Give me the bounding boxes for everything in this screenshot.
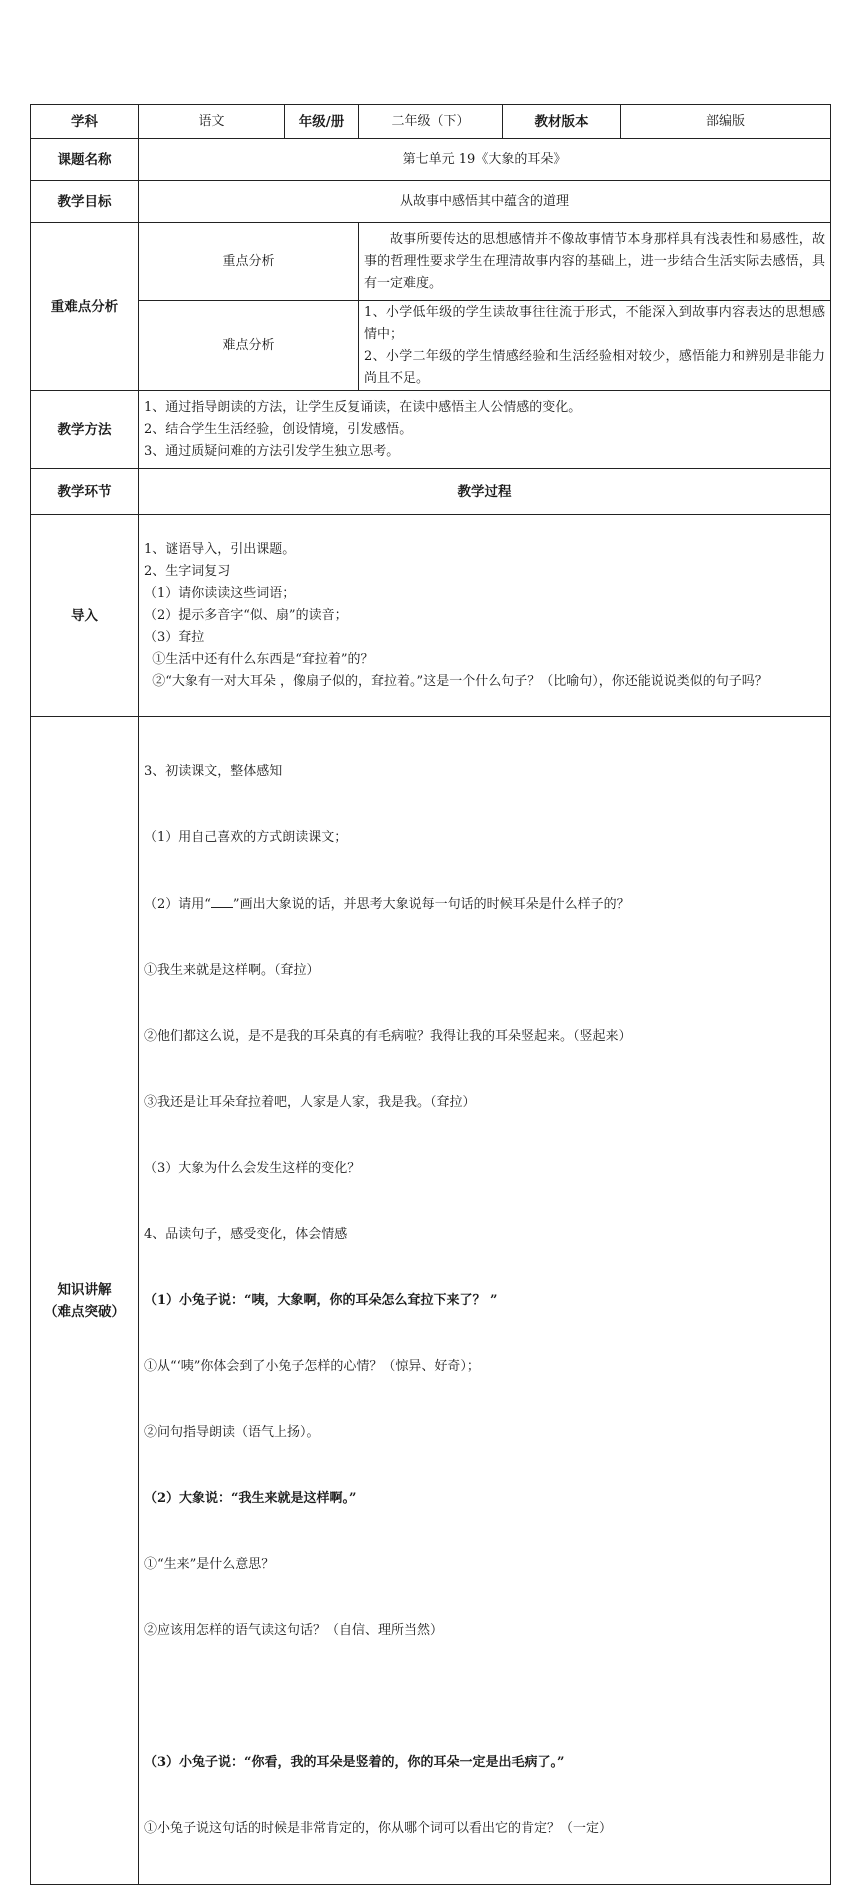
knowledge-line-3: （2）请用“ ”画出大象说的话，并思考大象说每一句话的时候耳朵是什么样子的？	[144, 893, 825, 916]
knowledge-line-14: ②应该用怎样的语气读这句话？（自信、理所当然）	[144, 1623, 444, 1638]
lesson-name-value: 第七单元 19《大象的耳朵》	[139, 139, 831, 181]
intro-line-4: （2）提示多音字“似、扇”的读音；	[144, 607, 348, 623]
method-line-1: 1、通过指导朗读的方法，让学生反复诵读，在读中感悟主人公情感的变化。	[144, 399, 582, 415]
key-analysis-text: 故事所要传达的思想感情并不像故事情节本身那样具有浅表性和易感性，故事的哲理性要求学生在理清故事内容的基础上，进一步结合生活实际去感悟，具有一定难度。	[364, 231, 825, 291]
process-title: 教学过程	[139, 469, 831, 515]
method-line-3: 3、通过质疑问难的方法引发学生独立思考。	[144, 443, 400, 459]
knowledge-label: 知识讲解	[57, 1281, 112, 1298]
key-analysis-row	[31, 223, 831, 301]
knowledge-line-15: （3）小兔子说：“你看，我的耳朵是竖着的，你的耳朵一定是出毛病了。”	[144, 1755, 565, 1770]
intro-line-1: 1、谜语导入，引出课题。	[144, 541, 296, 557]
difficulty-label: 重难点分析	[31, 223, 139, 391]
lesson-plan-table	[30, 104, 831, 1885]
knowledge-line-13: ①“生来”是什么意思？	[144, 1557, 275, 1572]
knowledge-line-8: 4、品读句子，感受变化，体会情感	[144, 1227, 348, 1242]
underline-blank	[211, 893, 233, 908]
knowledge-row	[31, 717, 831, 1885]
intro-line-3: （1）请你读读这些词语；	[144, 585, 296, 601]
knowledge-line-11: ②问句指导朗读（语气上扬）。	[144, 1425, 320, 1440]
intro-label: 导入	[31, 515, 139, 717]
edition-label: 教材版本	[503, 105, 621, 139]
knowledge-sublabel: （难点突破）	[44, 1303, 125, 1320]
knowledge-line-2: （1）用自己喜欢的方式朗读课文；	[144, 830, 348, 845]
knowledge-line-12: （2）大象说：“我生来就是这样啊。”	[144, 1491, 357, 1506]
method-label: 教学方法	[31, 391, 139, 469]
lesson-name-label: 课题名称	[31, 139, 139, 181]
hard-analysis-row	[31, 301, 831, 391]
knowledge-line-5: ②他们都这么说，是不是我的耳朵真的有毛病啦？我得让我的耳朵竖起来。（竖起来）	[144, 1029, 632, 1044]
key-analysis-label: 重点分析	[139, 223, 359, 301]
knowledge-line-6: ③我还是让耳朵耷拉着吧，人家是人家，我是我。（耷拉）	[144, 1095, 476, 1110]
goal-label: 教学目标	[31, 181, 139, 223]
method-line-2: 2、结合学生生活经验，创设情境，引发感悟。	[144, 421, 413, 437]
method-row	[31, 391, 831, 469]
knowledge-line-7: （3）大象为什么会发生这样的变化？	[144, 1161, 361, 1176]
goal-row	[31, 181, 831, 223]
hard-analysis-line-2: 2、小学二年级的学生情感经验和生活经验相对较少，感悟能力和辨别是非能力尚且不足。	[364, 348, 825, 386]
knowledge-line-16: ①小兔子说这句话的时候是非常肯定的，你从哪个词可以看出它的肯定？（一定）	[144, 1821, 613, 1836]
knowledge-line-4: ①我生来就是这样啊。（耷拉）	[144, 963, 320, 978]
hard-analysis-label: 难点分析	[139, 301, 359, 391]
lesson-name-row	[31, 139, 831, 181]
hard-analysis-line-1: 1、小学低年级的学生读故事往往流于形式，不能深入到故事内容表达的思想感情中；	[364, 304, 825, 342]
intro-line-7: ②“大象有一对大耳朵 ，像扇子似的，耷拉着。”这是一个什么句子？（比喻句），你还能说说类似的句子吗？	[144, 673, 768, 689]
knowledge-line-10: ①从“‘咦”你体会到了小兔子怎样的心情？（惊异、好奇）；	[144, 1359, 480, 1374]
header-row	[31, 105, 831, 139]
process-header-row	[31, 469, 831, 515]
intro-row	[31, 515, 831, 717]
subject-label: 学科	[31, 105, 139, 139]
subject-value: 语文	[139, 105, 285, 139]
intro-line-2: 2、生字词复习	[144, 563, 231, 579]
knowledge-line-1: 3、初读课文，整体感知	[144, 764, 283, 779]
edition-value: 部编版	[621, 105, 831, 139]
grade-value: 二年级（下）	[359, 105, 503, 139]
knowledge-line-9: （1）小兔子说：“咦，大象啊，你的耳朵怎么耷拉下来了？ ”	[144, 1293, 498, 1308]
spacer	[144, 1686, 825, 1708]
process-step-label: 教学环节	[31, 469, 139, 515]
grade-label: 年级/册	[285, 105, 359, 139]
intro-line-5: （3）耷拉	[144, 629, 205, 645]
intro-line-6: ①生活中还有什么东西是“耷拉着”的？	[144, 651, 374, 667]
goal-value: 从故事中感悟其中蕴含的道理	[139, 181, 831, 223]
